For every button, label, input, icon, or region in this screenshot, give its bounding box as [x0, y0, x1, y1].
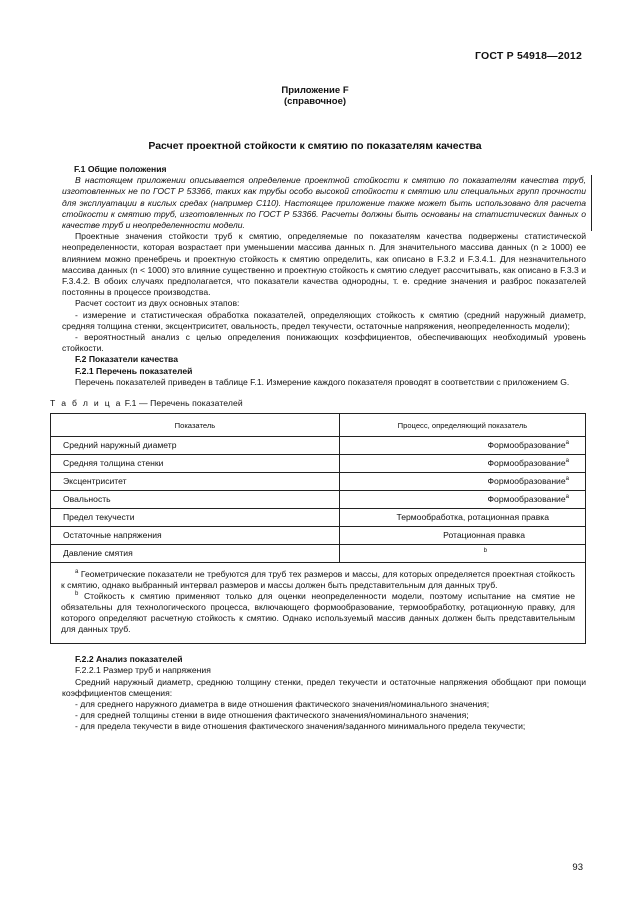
row-name: Эксцентриситет [51, 473, 340, 491]
table-row [51, 455, 586, 473]
table-caption [50, 398, 586, 409]
document-body [50, 164, 586, 733]
row-process: Формообразование$^a$ [339, 473, 585, 491]
paragraph-uncertainty: Проектные значения стойкости труб к смятию, определяемые по показателям качества подвержены статистической неопределенности, которая возрастает при уменьшении массива данных n. Для значительного массива данных (n ≥ 1000) ее влиянием можно пренебречь и проектную стойкость к смятию определить, как описано в F.3.2 и F.3.4.1. Для незначительного массива данных (n < 1000) это влияние существенно и проектную стойкость к смятию следует рассчитывать, как описано в F.3.3 и F.3.4.2. В обоих случаях предполагается, что показатели качества однородны, т. е. средние значения и разброс показателей постоянны в процессе производства. [62, 231, 586, 298]
row-name: Давление смятия [51, 545, 340, 563]
intro-italic-paragraph: В настоящем приложении описывается определение проектной стойкости к смятию по показателям качества труб, изготовленных не по ГОСТ Р 53366, таких как трубы особо высокой стойкости к смятию или специальных групп прочности для эксплуатации в кислых средах (например C110). Настоящее приложение также может быть использовано для расчета стойкости к смятию труб, изготовленных по ГОСТ Р 53366. Расчеты должны быть основаны на статистических данных о качестве труб и неопределенности модели. [62, 175, 586, 231]
table-row [51, 437, 586, 455]
section-title: Расчет проектной стойкости к смятию по показателям качества [148, 140, 482, 152]
paragraph-f21: Перечень показателей приведен в таблице F.1. Измерение каждого показателя проводят в соответствии с приложением G. [75, 376, 570, 387]
table-notes [51, 563, 586, 644]
heading-f221: F.2.2.1 Размер труб и напряжения [75, 665, 211, 676]
row-name: Остаточные напряжения [51, 527, 340, 545]
table-row [51, 545, 586, 563]
table-row [51, 527, 586, 545]
table-notes-row [51, 563, 586, 644]
list-item-stage-2: - вероятностный анализ с целью определения понижающих коэффициентов, обеспечивающих необходимый уровень стойкости. [62, 332, 586, 354]
row-name: Средняя толщина стенки [51, 455, 340, 473]
annex-type: (справочное) [283, 96, 347, 107]
annex-title: Приложение F [281, 85, 349, 96]
row-name: Предел текучести [51, 509, 340, 527]
table-caption-prefix: Т а б л и ц а [50, 398, 123, 409]
table-row [51, 491, 586, 509]
row-name: Овальность [51, 491, 340, 509]
page-number: 93 [572, 862, 583, 873]
heading-f2: F.2 Показатели качества [75, 354, 178, 365]
document-code: ГОСТ Р 54918—2012 [474, 50, 582, 62]
row-process: b [339, 545, 585, 563]
heading-f21: F.2.1 Перечень показателей [75, 365, 193, 376]
row-name: Средний наружный диаметр [51, 437, 340, 455]
heading-f1: F.1 Общие положения [74, 164, 167, 174]
row-process: Термообработка, ротационная правка [339, 509, 585, 527]
table-row [51, 473, 586, 491]
paragraph-f221: Средний наружный диаметр, среднюю толщину стенки, предел текучести и остаточные напряжения обобщают при помощи коэффициентов смещения: [62, 676, 586, 698]
list-item-yield: - для предела текучести в виде отношения фактического значения/заданного минимального предела текучести; [75, 721, 526, 732]
row-process: Формообразование$^a$ [339, 455, 585, 473]
annex-heading [0, 85, 630, 107]
list-item-wall: - для средней толщины стенки в виде отношения фактического значения/номинального значения; [75, 710, 469, 721]
heading-f22: F.2.2 Анализ показателей [75, 654, 183, 665]
table-header-row [51, 414, 586, 437]
row-process: Формообразование$^a$ [339, 437, 585, 455]
row-process: Ротационная правка [339, 527, 585, 545]
indicators-table [50, 413, 586, 644]
table-caption-text: F.1 — Перечень показателей [124, 398, 243, 409]
list-item-stage-1: - измерение и статистическая обработка показателей, определяющих стойкость к смятию (средний наружный диаметр, средняя толщина стенки, эксцентриситет, овальность, предел текучести, остаточные напряжения, неопределенность модели); [62, 309, 586, 331]
list-item-diameter: - для среднего наружного диаметра в виде отношения фактического значения/номинального значения; [75, 699, 490, 710]
footnote-b: $^b$ Стойкость к смятию применяют только для оценки неопределенности модели, поэтому испытание на смятие не обязательны для технологического процесса, включающего формообразование, термообработку, ротационную правку, для которого определяют расчетную стойкость к смятию. Однако используемый массив данных должен быть представительным для данных труб. [61, 591, 575, 635]
table-row [51, 509, 586, 527]
italic-intro-block [62, 175, 586, 231]
paragraph-stages: Расчет состоит из двух основных этапов: [75, 298, 240, 309]
column-header-indicator: Показатель [51, 414, 340, 437]
footnote-a: $^a$ Геометрические показатели не требуются для труб тех размеров и массы, для которых определяется проектная стойкость к смятию, однако выбранный интервал размеров и массы должен быть представительным для данных труб. [61, 569, 575, 591]
column-header-process: Процесс, определяющий показатель [339, 414, 585, 437]
row-process: Формообразование$^a$ [339, 491, 585, 509]
